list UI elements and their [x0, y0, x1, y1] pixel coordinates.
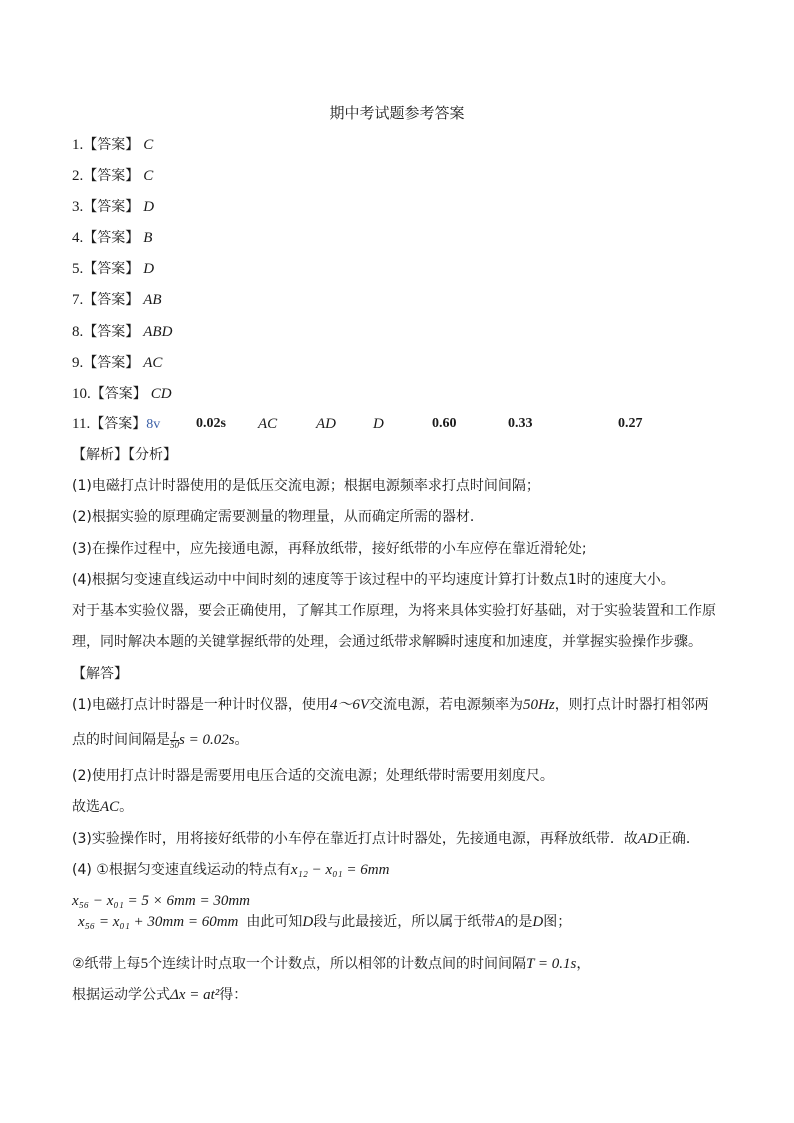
- answer-tag: 【答案】: [83, 355, 140, 371]
- summary-line: 对于基本实验仪器，要会正确使用，了解其工作原理，为将来具体实验打好基础，对于实验装置和工作原: [72, 603, 716, 619]
- answer-value: CD: [150, 386, 172, 402]
- question-number: 7.: [72, 292, 84, 308]
- text: 交流电源，若电源频率为: [369, 697, 524, 713]
- summary-line: 理，同时解决本题的关键掌握纸带的处理，会通过纸带求解瞬时速度和加速度，并掌握实验操作步骤。: [72, 634, 702, 650]
- answer-value: 8v: [146, 417, 161, 432]
- text: ，则打点计时器打相邻两: [554, 697, 709, 713]
- math: 50Hz: [523, 697, 555, 713]
- answer-value: C: [143, 168, 154, 184]
- answer-value: AB: [143, 292, 162, 308]
- question-number: 10.: [72, 386, 91, 402]
- answer-line: [72, 353, 162, 373]
- answer-tag: 【答案】: [83, 199, 140, 215]
- solution-line-5: [72, 954, 590, 974]
- answer-value: 0.60: [432, 416, 457, 431]
- math: x₅₆ − x₀₁ = 5 × 6mm = 30mm: [72, 893, 250, 909]
- solution-line-2: (2)使用打点计时器是需要用电压合适的交流电源；处理纸带时需要用刻度尺。: [72, 768, 554, 784]
- answer-line-11: [72, 414, 160, 435]
- answer-line: [72, 166, 153, 186]
- answer-value: D: [143, 199, 155, 215]
- answer-value: 0.27: [618, 416, 643, 431]
- answer-line: [72, 259, 154, 279]
- text: 段与此最接近，所以属于纸带: [313, 914, 496, 930]
- math: x₅₆ = x₀₁ + 30mm = 60mm: [78, 914, 239, 930]
- answer-value: ABD: [143, 324, 173, 340]
- analysis-line: (3)在操作过程中，应先接通电源，再释放纸带，接好纸带的小车应停在靠近滑轮处;: [72, 541, 587, 557]
- question-number: 8.: [72, 324, 84, 340]
- text: (1)电磁打点计时器是一种计时仪器，使用: [72, 697, 330, 713]
- text: 得：: [219, 987, 248, 1003]
- question-number: 2.: [72, 168, 84, 184]
- answer-tag: 【答案】: [83, 168, 140, 184]
- answer-line: [72, 228, 152, 248]
- analysis-header: 【解析】【分析】: [72, 447, 177, 463]
- math: A: [495, 914, 505, 930]
- answer-value: 0.33: [508, 416, 533, 431]
- equation-line: [78, 912, 571, 932]
- analysis-line: (4)根据匀变速直线运动中中间时刻的速度等于该过程中的平均速度计算打计数点1时的速度大小。: [72, 572, 675, 588]
- answer-value: AD: [316, 416, 336, 432]
- answer-value: C: [143, 137, 154, 153]
- text: 点的时间间隔是: [72, 732, 170, 748]
- answer-tag: 【答案】: [83, 261, 140, 277]
- analysis-line: (1)电磁打点计时器使用的是低压交流电源；根据电源频率求打点时间间隔；: [72, 478, 540, 494]
- answer-value: D: [373, 416, 384, 432]
- question-number: 9.: [72, 355, 84, 371]
- answer-value: AC: [143, 355, 163, 371]
- equation-line: [72, 891, 250, 912]
- math: AD: [637, 831, 658, 847]
- math: x₁₂ − x₀₁ = 6mm: [290, 862, 390, 878]
- text: 根据运动学公式: [72, 987, 170, 1003]
- question-number: 1.: [72, 137, 84, 153]
- answer-line: [72, 197, 154, 217]
- text: 的是: [504, 914, 533, 930]
- answer-tag: 【答案】: [83, 230, 140, 246]
- question-number: 5.: [72, 261, 84, 277]
- text: (3)实验操作时，用将接好纸带的小车停在靠近打点计时器处，先接通电源，再释放纸带．故: [72, 831, 638, 847]
- solution-line-3: [72, 829, 700, 849]
- solution-line-4: [72, 860, 389, 880]
- fraction: [170, 731, 179, 750]
- analysis-line: (2)根据实验的原理确定需要测量的物理量，从而确定所需的器材．: [72, 509, 484, 525]
- fraction-numerator: 1: [172, 729, 177, 740]
- solution-header: 【解答】: [72, 666, 128, 682]
- math: Δx = at²: [170, 987, 220, 1003]
- text: 图；: [543, 914, 572, 930]
- answer-value: D: [143, 261, 155, 277]
- answer-tag: 【答案】: [90, 416, 147, 432]
- text: 个连续计时点取一个计数点，所以相邻的计数点间的时间间隔: [148, 956, 527, 972]
- solution-line-6: [72, 985, 247, 1005]
- text: 正确．: [657, 831, 700, 847]
- math: s = 0.02s: [179, 732, 235, 748]
- solution-choice: [72, 797, 133, 817]
- question-number: 4.: [72, 230, 84, 246]
- question-number: 3.: [72, 199, 84, 215]
- text: (4) ①根据匀变速直线运动的特点有: [72, 862, 291, 878]
- text: 由此可知: [246, 914, 303, 930]
- answer-tag: 【答案】: [83, 292, 140, 308]
- text: 故选: [72, 799, 100, 815]
- answer-line: [72, 290, 162, 310]
- text: ，: [576, 956, 591, 972]
- text: 。: [119, 799, 134, 815]
- math: D: [302, 914, 314, 930]
- answer-value: AC: [258, 416, 278, 432]
- text: 。: [234, 732, 249, 748]
- answer-tag: 【答案】: [83, 324, 140, 340]
- answer-line: [72, 322, 172, 342]
- text: ②纸带上每: [72, 956, 141, 972]
- math: D: [532, 914, 544, 930]
- math: T = 0.1s: [526, 956, 577, 972]
- question-number: 11.: [72, 416, 91, 432]
- solution-line-1b: [72, 730, 249, 750]
- math: 5: [140, 956, 149, 972]
- page-title: 期中考试题参考答案: [329, 104, 465, 122]
- solution-line-1: [72, 695, 709, 715]
- answer-tag: 【答案】: [90, 386, 147, 402]
- answer-line: [72, 384, 172, 404]
- answer-value: 0.02s: [196, 416, 226, 431]
- answer-line: [72, 135, 153, 155]
- math: AC: [100, 799, 120, 815]
- math: 4～6V: [329, 697, 370, 713]
- answer-tag: 【答案】: [83, 137, 140, 153]
- fraction-denominator: 50: [170, 739, 179, 750]
- answer-value: B: [143, 230, 153, 246]
